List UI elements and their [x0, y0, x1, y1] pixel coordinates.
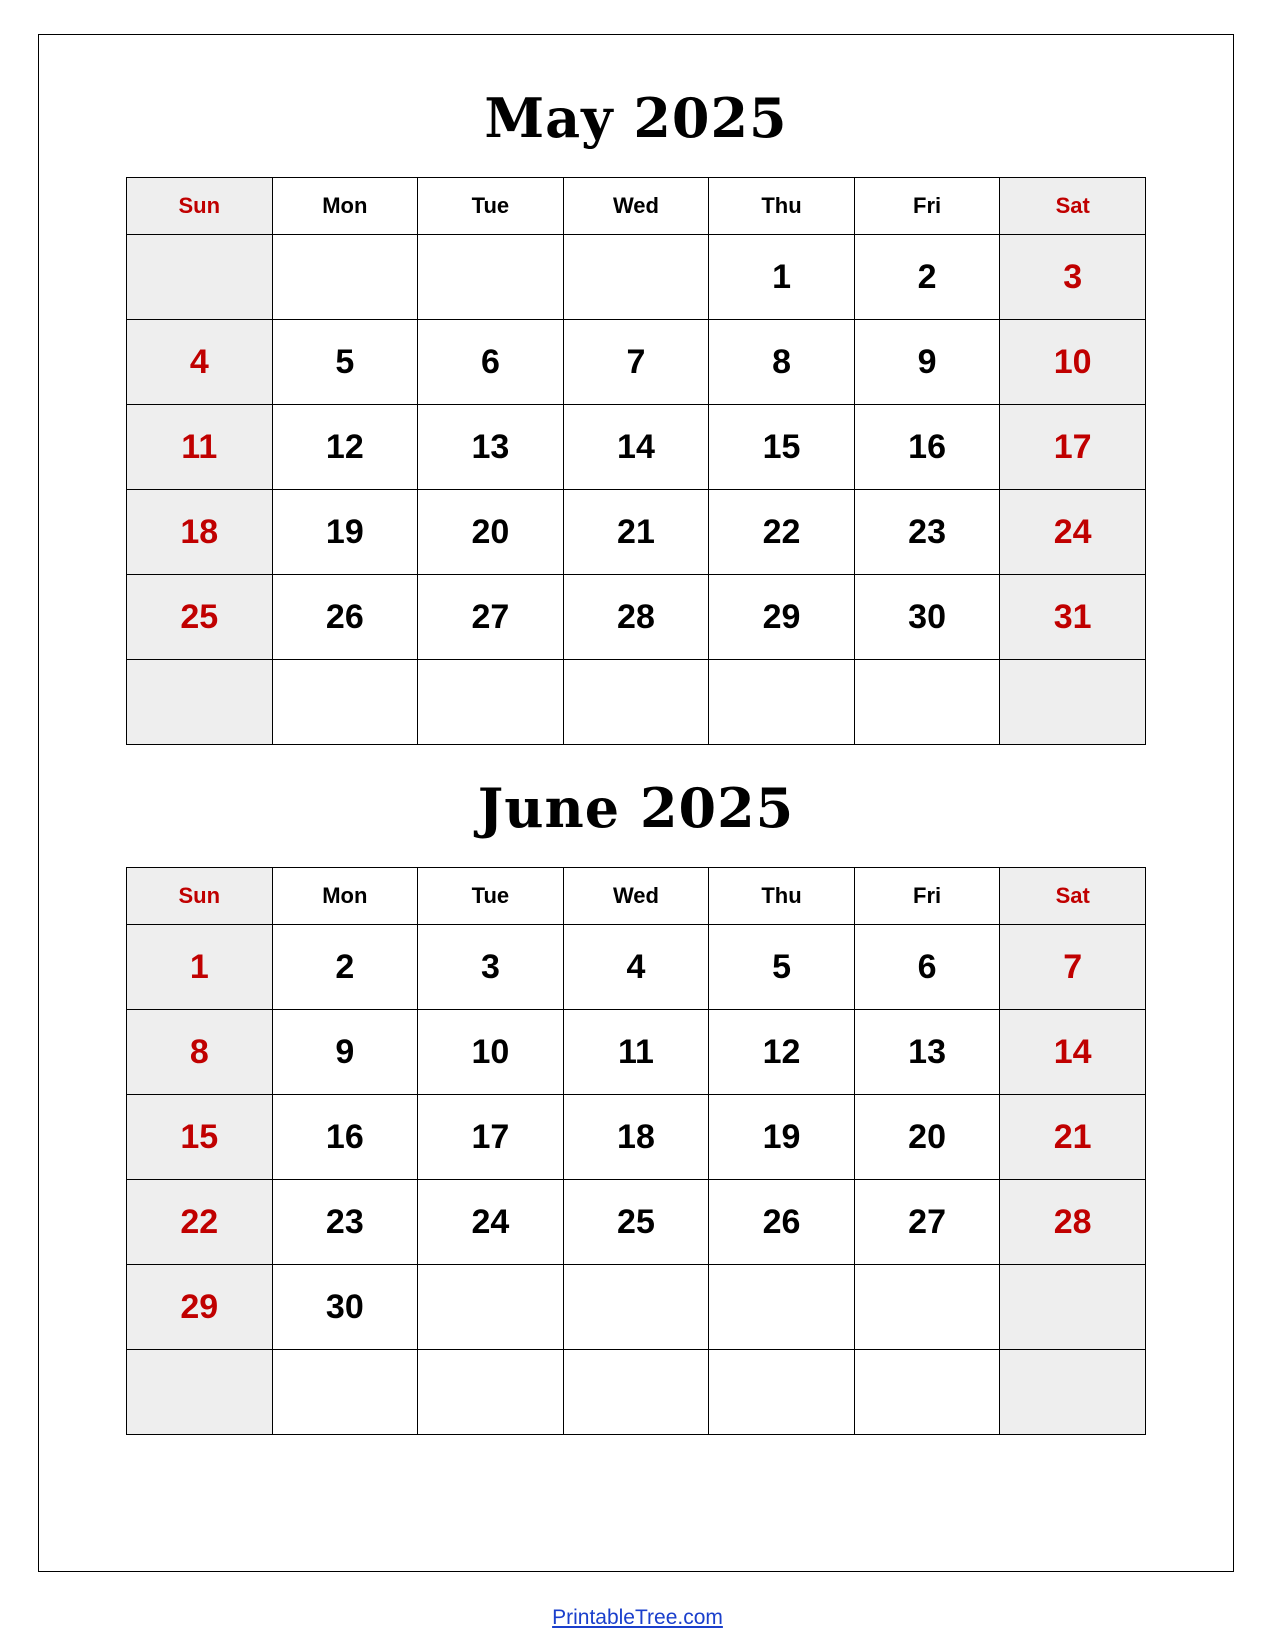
day-cell: 10 — [418, 1010, 564, 1095]
day-cell: 26 — [709, 1180, 855, 1265]
calendar-week-row — [127, 235, 1146, 320]
day-cell: 27 — [418, 575, 564, 660]
day-cell: 31 — [1000, 575, 1146, 660]
day-cell: 8 — [709, 320, 855, 405]
day-cell: 17 — [1000, 405, 1146, 490]
day-cell — [418, 660, 564, 745]
weekday-header-thu: Thu — [709, 868, 855, 925]
day-cell: 6 — [854, 925, 1000, 1010]
calendar-week-row — [127, 320, 1146, 405]
day-cell: 29 — [127, 1265, 273, 1350]
day-cell: 27 — [854, 1180, 1000, 1265]
weekday-header-wed: Wed — [563, 178, 709, 235]
day-cell: 30 — [272, 1265, 418, 1350]
day-cell — [1000, 1265, 1146, 1350]
day-cell: 9 — [854, 320, 1000, 405]
day-cell: 7 — [563, 320, 709, 405]
day-cell: 15 — [709, 405, 855, 490]
day-cell — [418, 1265, 564, 1350]
day-cell — [563, 1265, 709, 1350]
day-cell — [854, 1350, 1000, 1435]
day-cell — [418, 235, 564, 320]
day-cell: 18 — [127, 490, 273, 575]
day-cell — [418, 1350, 564, 1435]
day-cell: 6 — [418, 320, 564, 405]
day-cell: 9 — [272, 1010, 418, 1095]
calendar-week-row — [127, 405, 1146, 490]
day-cell: 8 — [127, 1010, 273, 1095]
day-cell: 4 — [563, 925, 709, 1010]
weekday-header-fri: Fri — [854, 178, 1000, 235]
calendar-week-row — [127, 1095, 1146, 1180]
day-cell — [563, 1350, 709, 1435]
day-cell — [709, 660, 855, 745]
day-cell: 7 — [1000, 925, 1146, 1010]
day-cell: 13 — [854, 1010, 1000, 1095]
weekday-header-mon: Mon — [272, 178, 418, 235]
day-cell: 16 — [854, 405, 1000, 490]
day-cell — [272, 1350, 418, 1435]
calendar-week-row — [127, 1350, 1146, 1435]
day-cell — [854, 660, 1000, 745]
weekday-header-row — [127, 868, 1146, 925]
day-cell: 30 — [854, 575, 1000, 660]
day-cell: 14 — [1000, 1010, 1146, 1095]
weekday-header-sat: Sat — [1000, 868, 1146, 925]
day-cell: 3 — [418, 925, 564, 1010]
day-cell: 24 — [1000, 490, 1146, 575]
day-cell: 16 — [272, 1095, 418, 1180]
month-title-june: June 2025 — [477, 776, 795, 840]
calendar-week-row — [127, 660, 1146, 745]
day-cell: 2 — [854, 235, 1000, 320]
weekday-header-sat: Sat — [1000, 178, 1146, 235]
day-cell — [272, 235, 418, 320]
day-cell — [127, 660, 273, 745]
day-cell: 23 — [272, 1180, 418, 1265]
calendar-week-row — [127, 1180, 1146, 1265]
day-cell: 11 — [563, 1010, 709, 1095]
day-cell: 14 — [563, 405, 709, 490]
month-title-may: May 2025 — [484, 86, 788, 150]
day-cell: 10 — [1000, 320, 1146, 405]
day-cell: 21 — [1000, 1095, 1146, 1180]
calendar-week-row — [127, 1010, 1146, 1095]
calendar-week-row — [127, 925, 1146, 1010]
calendar-table-may — [126, 177, 1146, 745]
month-block-june — [126, 745, 1146, 1435]
calendar-week-row — [127, 1265, 1146, 1350]
day-cell: 22 — [127, 1180, 273, 1265]
calendar-week-row — [127, 490, 1146, 575]
day-cell — [563, 660, 709, 745]
day-cell — [272, 660, 418, 745]
weekday-header-fri: Fri — [854, 868, 1000, 925]
day-cell — [709, 1350, 855, 1435]
day-cell: 24 — [418, 1180, 564, 1265]
day-cell — [854, 1265, 1000, 1350]
weekday-header-sun: Sun — [127, 178, 273, 235]
month-block-may — [126, 35, 1146, 745]
day-cell: 20 — [854, 1095, 1000, 1180]
day-cell: 1 — [127, 925, 273, 1010]
day-cell: 13 — [418, 405, 564, 490]
day-cell: 22 — [709, 490, 855, 575]
weekday-header-sun: Sun — [127, 868, 273, 925]
footer — [0, 1606, 1275, 1630]
day-cell: 3 — [1000, 235, 1146, 320]
day-cell: 17 — [418, 1095, 564, 1180]
day-cell — [1000, 1350, 1146, 1435]
day-cell: 21 — [563, 490, 709, 575]
weekday-header-tue: Tue — [418, 178, 564, 235]
day-cell: 12 — [709, 1010, 855, 1095]
day-cell — [127, 1350, 273, 1435]
day-cell — [709, 1265, 855, 1350]
day-cell: 29 — [709, 575, 855, 660]
calendar-table-june — [126, 867, 1146, 1435]
weekday-header-mon: Mon — [272, 868, 418, 925]
day-cell: 28 — [563, 575, 709, 660]
day-cell: 2 — [272, 925, 418, 1010]
weekday-header-row — [127, 178, 1146, 235]
day-cell — [127, 235, 273, 320]
day-cell: 23 — [854, 490, 1000, 575]
calendar-page — [38, 34, 1234, 1572]
day-cell: 1 — [709, 235, 855, 320]
day-cell: 26 — [272, 575, 418, 660]
day-cell: 15 — [127, 1095, 273, 1180]
day-cell: 12 — [272, 405, 418, 490]
day-cell: 19 — [709, 1095, 855, 1180]
day-cell: 28 — [1000, 1180, 1146, 1265]
day-cell: 25 — [563, 1180, 709, 1265]
calendar-week-row — [127, 575, 1146, 660]
day-cell: 18 — [563, 1095, 709, 1180]
day-cell — [563, 235, 709, 320]
printabletree-link[interactable]: PrintableTree.com — [552, 1606, 723, 1629]
day-cell: 5 — [272, 320, 418, 405]
day-cell: 11 — [127, 405, 273, 490]
day-cell: 5 — [709, 925, 855, 1010]
weekday-header-thu: Thu — [709, 178, 855, 235]
day-cell: 4 — [127, 320, 273, 405]
weekday-header-wed: Wed — [563, 868, 709, 925]
day-cell — [1000, 660, 1146, 745]
day-cell: 25 — [127, 575, 273, 660]
day-cell: 19 — [272, 490, 418, 575]
weekday-header-tue: Tue — [418, 868, 564, 925]
day-cell: 20 — [418, 490, 564, 575]
